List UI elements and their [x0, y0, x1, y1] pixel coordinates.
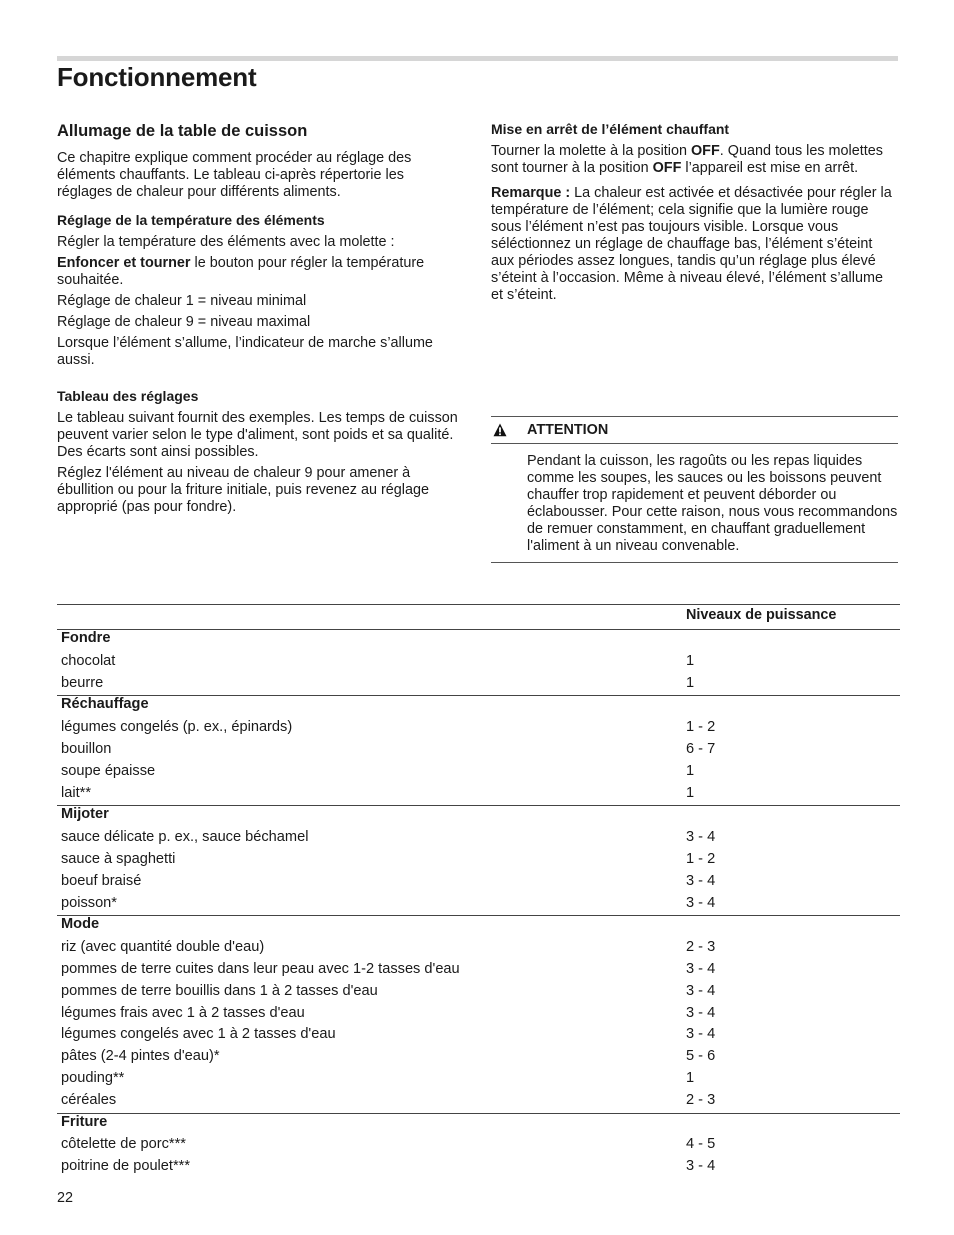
food-item: beurre	[61, 674, 104, 691]
category-label: Mode	[61, 916, 100, 933]
temp-text: le bouton pour régler la température souhaitée.	[57, 255, 425, 288]
table-group	[57, 696, 900, 806]
power-level: 3 - 4	[686, 894, 716, 911]
table-row	[57, 674, 900, 696]
note-label: Remarque :	[491, 185, 571, 201]
table-row	[57, 938, 900, 960]
attention-header	[491, 417, 898, 444]
table-row	[57, 1069, 900, 1091]
food-item: pouding**	[61, 1069, 125, 1086]
note-paragraph	[491, 185, 897, 304]
page-title: Fonctionnement	[57, 62, 257, 92]
intro-paragraph: Ce chapitre explique comment procéder au réglage des éléments chauffants. Le tableau ci-après répertorie les réglages de chaleur pour différents aliments.	[57, 150, 412, 200]
table-row	[57, 828, 900, 850]
power-level: 1 - 2	[686, 850, 716, 867]
table-row	[57, 1025, 900, 1047]
attention-box	[491, 416, 898, 563]
food-item: légumes frais avec 1 à 2 tasses d'eau	[61, 1004, 305, 1021]
power-level: 3 - 4	[686, 960, 716, 977]
power-level: 1	[686, 1069, 695, 1086]
table-paragraph-1: Le tableau suivant fournit des exemples. Les temps de cuisson peuvent varier selon le type d'aliment, sont poids et sa qualité. Des écarts sont ainsi possibles.	[57, 410, 458, 460]
category-label: Friture	[61, 1113, 108, 1130]
temp-paragraph-5: Lorsque l’élément s’allume, l’indicateur de marche s’allume aussi.	[57, 335, 433, 368]
power-column-header: Niveaux de puissance	[686, 607, 837, 623]
food-item: poitrine de poulet***	[61, 1158, 191, 1175]
table-row	[57, 960, 900, 982]
food-item: pommes de terre bouillis dans 1 à 2 tasses d'eau	[61, 982, 378, 999]
table-heading: Tableau des réglages	[57, 388, 199, 404]
power-level: 3 - 4	[686, 829, 716, 846]
power-level: 1	[686, 674, 695, 691]
off-bold-1: OFF	[690, 143, 720, 159]
category-row	[57, 1114, 900, 1136]
food-item: soupe épaisse	[61, 762, 156, 779]
off-heading: Mise en arrêt de l’élément chauffant	[491, 121, 730, 137]
temp-paragraph-3: Réglage de chaleur 1 = niveau minimal	[57, 293, 307, 309]
off-text-2: . Quand tous les molettes sont tourner à la position	[491, 143, 883, 176]
warning-icon	[493, 423, 507, 437]
food-item: poisson*	[61, 894, 117, 911]
power-level: 3 - 4	[686, 1004, 716, 1021]
table-paragraph-2: Réglez l'élément au niveau de chaleur 9 pour amener à ébullition ou pour la friture initiale, puis revenez au réglage approprié (pas pour fondre).	[57, 465, 429, 515]
table-row	[57, 1047, 900, 1069]
power-level: 2 - 3	[686, 1091, 716, 1108]
table-row	[57, 1135, 900, 1157]
page-number: 22	[57, 1190, 74, 1206]
table-group	[57, 806, 900, 916]
temp-heading: Réglage de la température des éléments	[57, 212, 325, 228]
food-item: chocolat	[61, 652, 116, 669]
table-row	[57, 652, 900, 674]
table-row	[57, 1091, 900, 1113]
table-body	[57, 630, 900, 1179]
food-item: sauce à spaghetti	[61, 850, 176, 867]
table-row	[57, 784, 900, 806]
food-item: sauce délicate p. ex., sauce béchamel	[61, 829, 309, 846]
category-row	[57, 630, 900, 652]
power-level: 5 - 6	[686, 1048, 716, 1065]
food-item: légumes congelés avec 1 à 2 tasses d'eau	[61, 1026, 336, 1043]
category-row	[57, 806, 900, 828]
table-row	[57, 1004, 900, 1026]
off-paragraph	[491, 143, 897, 177]
temp-bold-text: Enfoncer et tourner	[57, 255, 191, 271]
food-item: lait**	[61, 784, 92, 801]
off-text-3: l’appareil est mise en arrêt.	[681, 160, 859, 176]
power-level: 2 - 3	[686, 939, 716, 956]
table-row	[57, 718, 900, 740]
category-row	[57, 696, 900, 718]
table-row	[57, 1157, 900, 1179]
power-level: 6 - 7	[686, 740, 716, 757]
right-column	[491, 120, 897, 308]
food-item: céréales	[61, 1091, 117, 1108]
attention-text: Pendant la cuisson, les ragoûts ou les repas liquides comme les soupes, les sauces ou les boissons peuvent chauffer trop rapidement et peuvent déborder ou éclabousser. Pour cette raison, nous vous recommandons de remuer constamment, en chauffant graduellement l'aliment à un niveau convenable.	[527, 453, 898, 554]
food-item: côtelette de porc***	[61, 1136, 186, 1153]
category-row	[57, 916, 900, 938]
food-item: légumes congelés (p. ex., épinards)	[61, 719, 293, 736]
power-level: 1	[686, 652, 695, 669]
power-level: 1	[686, 784, 695, 801]
food-item: riz (avec quantité double d'eau)	[61, 939, 265, 956]
table-group	[57, 1114, 900, 1179]
power-level: 3 - 4	[686, 982, 716, 999]
category-label: Réchauffage	[61, 696, 149, 713]
table-row	[57, 762, 900, 784]
left-column	[57, 120, 462, 520]
power-level: 3 - 4	[686, 1026, 716, 1043]
power-levels-table	[57, 604, 900, 1179]
power-level: 3 - 4	[686, 872, 716, 889]
table-row	[57, 872, 900, 894]
attention-title: ATTENTION	[527, 422, 609, 438]
table-group	[57, 630, 900, 696]
off-bold-2: OFF	[652, 160, 682, 176]
section-heading: Allumage de la table de cuisson	[57, 122, 308, 140]
category-label: Mijoter	[61, 806, 109, 823]
power-level: 3 - 4	[686, 1158, 716, 1175]
food-item: pommes de terre cuites dans leur peau avec 1-2 tasses d'eau	[61, 960, 460, 977]
header-rule	[57, 56, 898, 61]
food-item: bouillon	[61, 740, 112, 757]
food-item: pâtes (2-4 pintes d'eau)*	[61, 1048, 220, 1065]
temp-paragraph-4: Réglage de chaleur 9 = niveau maximal	[57, 314, 311, 330]
table-row	[57, 894, 900, 916]
temp-paragraph-1: Régler la température des éléments avec la molette :	[57, 234, 395, 250]
table-group	[57, 916, 900, 1113]
table-header	[57, 604, 900, 630]
power-level: 1	[686, 762, 695, 779]
power-level: 1 - 2	[686, 719, 716, 736]
category-label: Fondre	[61, 630, 111, 646]
temp-paragraph-2	[57, 255, 462, 289]
note-text: La chaleur est activée et désactivée pour régler la température de l’élément; cela signifie que la lumière rouge sous l’élément n’est pas toujours visible. Lorsque vous séléctionnez un réglage de chauffage bas, l’élément s’éteint aux périodes assez longues, tandis qu’un réglage plus élevé s’éteint à l’occasion. Même à niveau élevé, l’élément s’allume et s’éteint.	[491, 185, 892, 303]
table-row	[57, 982, 900, 1004]
food-item: boeuf braisé	[61, 872, 142, 889]
off-text-1: Tourner la molette à la position	[491, 143, 691, 159]
table-row	[57, 740, 900, 762]
table-row	[57, 850, 900, 872]
power-level: 4 - 5	[686, 1136, 716, 1153]
